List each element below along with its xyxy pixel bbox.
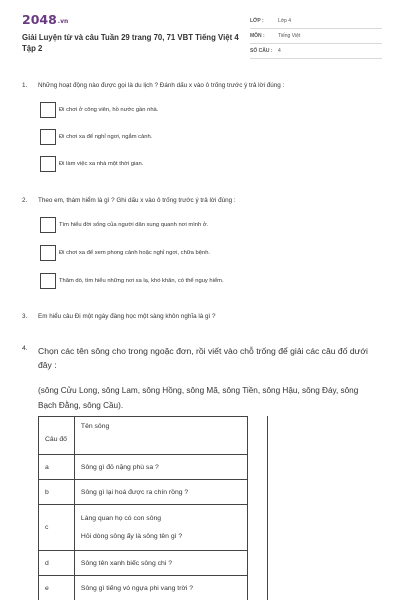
answer-checkbox[interactable] bbox=[40, 129, 56, 145]
logo-suffix: .vn bbox=[57, 18, 69, 25]
question-number: 2. bbox=[22, 197, 28, 204]
row-riddle: Sông gì lại hoá được ra chín rồng ? bbox=[74, 480, 247, 505]
row-riddle bbox=[74, 505, 247, 551]
row-key: b bbox=[39, 480, 75, 505]
option-text: Đi chơi xa để xem phong cảnh hoặc nghỉ ngơi, chữa bệnh. bbox=[59, 250, 211, 256]
q2-option-b bbox=[40, 245, 370, 262]
info-label: SỐ CÂU : bbox=[250, 48, 273, 54]
site-logo[interactable] bbox=[22, 12, 68, 27]
river-list: (sông Cửu Long, sông Lam, sông Hồng, sông Mã, sông Tiền, sông Hậu, sông Đáy, sông Bạch Đằng, sông Cầu). bbox=[38, 386, 359, 410]
q2-option-a bbox=[40, 217, 370, 234]
table-row bbox=[39, 551, 248, 576]
question-text: Chọn các tên sông cho trong ngoặc đơn, rồi viết vào chỗ trống để giải các câu đố dưới đây : bbox=[38, 346, 368, 370]
header-cell-riddle: Câu đố bbox=[39, 417, 75, 455]
riddle-table bbox=[38, 416, 248, 600]
table-row bbox=[39, 576, 248, 600]
header-cell-river: Tên sông bbox=[74, 417, 247, 455]
answer-checkbox[interactable] bbox=[40, 245, 56, 261]
option-text: Đi làm việc xa nhà một thời gian. bbox=[59, 161, 144, 167]
info-label: MÔN : bbox=[250, 33, 265, 39]
question-text: Những hoạt động nào được gọi là du lịch ? Đánh dấu x vào ô trống trước ý trả lời đúng : bbox=[38, 82, 285, 89]
page-header bbox=[22, 12, 382, 74]
row-riddle: Sông gì đỏ nặng phù sa ? bbox=[74, 455, 247, 480]
row-key: e bbox=[39, 576, 75, 600]
question-number: 3. bbox=[22, 313, 28, 320]
question-number: 4. bbox=[22, 345, 28, 352]
q1-option-c bbox=[40, 156, 370, 173]
table-header-row bbox=[39, 417, 248, 455]
info-row-count bbox=[250, 45, 382, 59]
answer-column bbox=[248, 416, 268, 600]
info-row-class bbox=[250, 15, 382, 29]
info-label: LỚP : bbox=[250, 18, 264, 24]
q1-option-a bbox=[40, 102, 370, 119]
q1-option-b bbox=[40, 129, 370, 146]
riddle-line: Làng quan họ có con sông bbox=[80, 515, 162, 522]
option-text: Đi chơi xa để nghỉ ngơi, ngắm cảnh. bbox=[59, 134, 153, 140]
answer-checkbox[interactable] bbox=[40, 273, 56, 289]
row-riddle: Sông gì tiếng vó ngựa phi vang trời ? bbox=[74, 576, 247, 600]
option-text: Đi chơi ở công viên, hồ nước gần nhà. bbox=[59, 107, 159, 113]
row-riddle: Sông tên xanh biếc sông chi ? bbox=[74, 551, 247, 576]
info-panel bbox=[250, 15, 382, 60]
row-key: a bbox=[39, 455, 75, 480]
info-value: Tiếng Việt bbox=[278, 33, 301, 39]
table-row bbox=[39, 480, 248, 505]
question-text: Theo em, thám hiểm là gì ? Ghi dấu x vào ô trống trước ý trả lời đúng : bbox=[38, 197, 236, 204]
q2-option-c bbox=[40, 273, 370, 290]
info-row-subject bbox=[250, 30, 382, 44]
row-key: c bbox=[39, 505, 75, 551]
page-title: Giải Luyện từ và câu Tuần 29 trang 70, 71 VBT Tiếng Việt 4 Tập 2 bbox=[22, 33, 239, 53]
option-text: Thăm dò, tìm hiểu những nơi xa lạ, khó khăn, có thể nguy hiểm. bbox=[59, 278, 224, 284]
table-row bbox=[39, 455, 248, 480]
answer-checkbox[interactable] bbox=[40, 217, 56, 233]
info-value: Lớp 4 bbox=[278, 18, 292, 24]
question-number: 1. bbox=[22, 82, 28, 89]
question-text: Em hiểu câu Đi một ngày đàng học một sàng khôn nghĩa là gì ? bbox=[38, 313, 216, 320]
option-text: Tìm hiểu đời sống của người dân xung quanh nơi mình ở. bbox=[59, 222, 209, 228]
logo-text: 2048 bbox=[22, 12, 57, 27]
info-value: 4 bbox=[278, 48, 281, 54]
table-row bbox=[39, 505, 248, 551]
answer-checkbox[interactable] bbox=[40, 102, 56, 118]
riddle-line: Hỏi dòng sông ấy là sông tên gì ? bbox=[80, 533, 183, 540]
row-key: d bbox=[39, 551, 75, 576]
answer-checkbox[interactable] bbox=[40, 156, 56, 172]
